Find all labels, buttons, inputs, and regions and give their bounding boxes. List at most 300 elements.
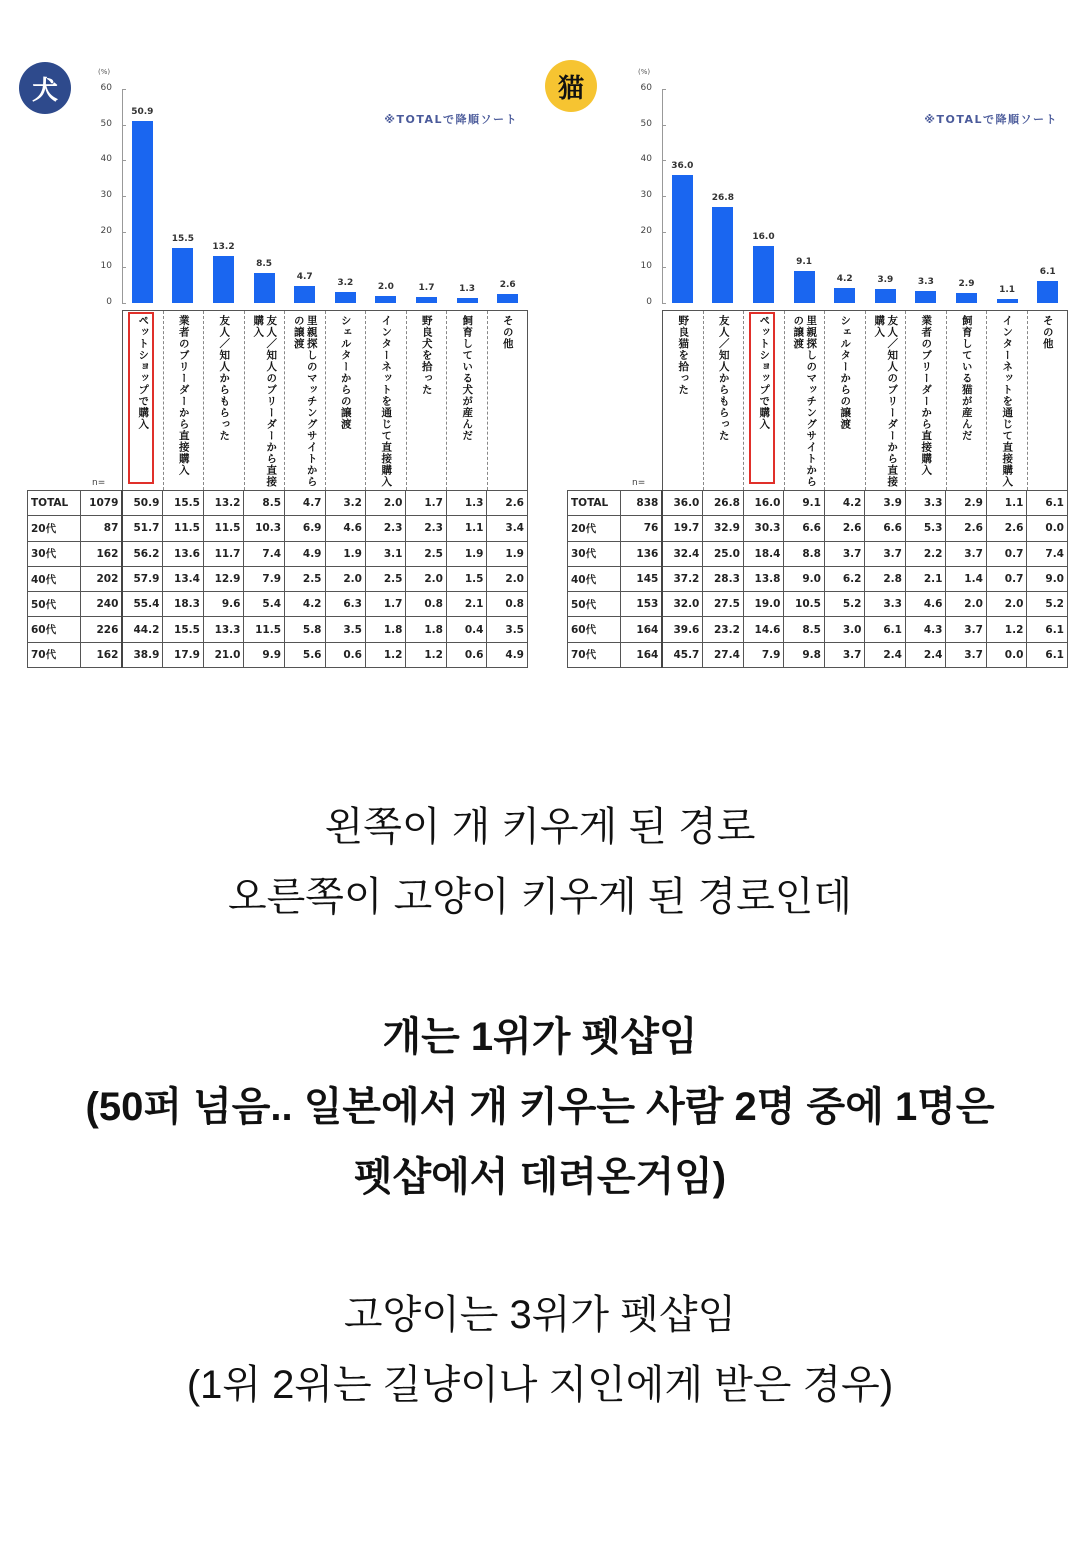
- row-label: 70代: [568, 642, 621, 667]
- table-cell: 28.3: [703, 566, 744, 591]
- bar: [294, 286, 315, 303]
- y-tick-mark: [122, 196, 126, 197]
- bar: [997, 299, 1018, 303]
- table-cell: 12.9: [203, 566, 244, 591]
- table-cell: 2.8: [865, 566, 905, 591]
- row-label: 20代: [28, 516, 81, 541]
- caption-line: (50퍼 넘음.. 일본에서 개 키우는 사람 2명 중에 1명은: [85, 1085, 995, 1129]
- y-tick-mark: [122, 232, 126, 233]
- caption-line: (1위 2위는 길냥이나 지인에게 받은 경우): [186, 1363, 894, 1407]
- table-cell: 13.4: [163, 566, 204, 591]
- table-cell: 21.0: [203, 642, 244, 667]
- table-cell: 13.3: [203, 617, 244, 642]
- bar: [416, 297, 437, 303]
- bar-value-label: 2.0: [377, 281, 394, 292]
- category-label: [947, 311, 988, 490]
- table-cell: 14.6: [743, 617, 784, 642]
- table-cell: 1.9: [325, 541, 365, 566]
- category-label: [164, 311, 205, 490]
- table-row: [568, 642, 1068, 667]
- table-cell: 1.7: [365, 592, 405, 617]
- table-cell: 11.5: [203, 516, 244, 541]
- table-cell: 13.2: [203, 491, 244, 516]
- table-cell: 9.0: [784, 566, 825, 591]
- category-label: [407, 311, 448, 490]
- table-cell: 50.9: [122, 491, 163, 516]
- row-label: TOTAL: [28, 491, 81, 516]
- table-cell: 1.5: [446, 566, 486, 591]
- table-row: [28, 491, 528, 516]
- table-cell: 1.9: [446, 541, 486, 566]
- table-cell: 39.6: [662, 617, 703, 642]
- table-cell: 13.8: [743, 566, 784, 591]
- dog-badge-icon: 犬: [19, 62, 71, 114]
- table-cell: 8.5: [244, 491, 285, 516]
- table-cell: 32.9: [703, 516, 744, 541]
- table-cell: 7.9: [743, 642, 784, 667]
- table-cell: 4.6: [325, 516, 365, 541]
- y-tick-label: 40: [100, 154, 112, 165]
- table-cell: 4.2: [285, 592, 325, 617]
- table-cell: 1.4: [946, 566, 986, 591]
- table-cell: 2.3: [406, 516, 446, 541]
- y-tick-label: 10: [100, 261, 112, 272]
- table-cell: 1.7: [406, 491, 446, 516]
- table-cell: 9.1: [784, 491, 825, 516]
- y-tick-mark: [662, 232, 666, 233]
- sample-size: 87: [80, 516, 122, 541]
- table-cell: 25.0: [703, 541, 744, 566]
- dog-data-table: [27, 490, 528, 668]
- table-cell: 4.9: [285, 541, 325, 566]
- table-cell: 4.6: [905, 592, 945, 617]
- category-label: [1028, 311, 1068, 490]
- bar: [915, 291, 936, 303]
- table-cell: 0.0: [986, 642, 1026, 667]
- bar: [794, 271, 815, 303]
- bar: [753, 246, 774, 303]
- category-label: [204, 311, 245, 490]
- y-tick-label: 40: [640, 154, 652, 165]
- category-label: [447, 311, 488, 490]
- sample-size: 240: [80, 592, 122, 617]
- row-label: 40代: [568, 566, 621, 591]
- table-cell: 3.5: [325, 617, 365, 642]
- table-cell: 3.7: [946, 642, 986, 667]
- table-cell: 1.1: [446, 516, 486, 541]
- row-label: TOTAL: [568, 491, 621, 516]
- row-label: 60代: [28, 617, 81, 642]
- table-cell: 13.6: [163, 541, 204, 566]
- bar-value-label: 1.1: [999, 285, 1016, 296]
- y-tick-label: 60: [100, 83, 112, 93]
- table-cell: 9.6: [203, 592, 244, 617]
- category-labels: [662, 310, 1068, 490]
- table-cell: 37.2: [662, 566, 703, 591]
- category-label-text: 里親探しのマッチングサイトからの譲渡: [792, 315, 818, 488]
- bar: [254, 273, 275, 303]
- table-cell: 2.4: [905, 642, 945, 667]
- table-cell: 11.5: [163, 516, 204, 541]
- bar: [672, 175, 693, 303]
- sample-size: 153: [620, 592, 662, 617]
- y-tick-label: 60: [640, 83, 652, 93]
- sample-size: 226: [80, 617, 122, 642]
- y-tick-mark: [122, 303, 126, 304]
- table-cell: 2.5: [285, 566, 325, 591]
- table-cell: 8.8: [784, 541, 825, 566]
- table-row: [568, 541, 1068, 566]
- category-label: [366, 311, 407, 490]
- caption-line: 오른쪽이 고양이 키우게 된 경로인데: [227, 875, 853, 919]
- y-tick-label: 30: [640, 190, 652, 200]
- table-cell: 57.9: [122, 566, 163, 591]
- bar: [834, 288, 855, 303]
- table-cell: 3.5: [487, 617, 528, 642]
- y-tick-label: 0: [106, 297, 112, 307]
- table-cell: 18.3: [163, 592, 204, 617]
- category-label-text: インターネットを通じて直接購入: [380, 315, 393, 488]
- category-label: [245, 311, 286, 490]
- table-cell: 5.8: [285, 617, 325, 642]
- category-label-text: その他: [1041, 315, 1054, 350]
- y-tick-mark: [662, 303, 666, 304]
- category-label-text: 業者のブリーダーから直接購入: [920, 315, 933, 476]
- table-cell: 4.9: [487, 642, 528, 667]
- category-label: [987, 311, 1028, 490]
- table-cell: 2.0: [365, 491, 405, 516]
- table-cell: 2.2: [905, 541, 945, 566]
- category-label-text: その他: [501, 315, 514, 350]
- bar-value-label: 2.9: [958, 278, 975, 289]
- table-cell: 1.3: [446, 491, 486, 516]
- caption-line: 개는 1위가 펫샵임: [382, 1015, 698, 1059]
- table-row: [28, 617, 528, 642]
- table-cell: 6.6: [865, 516, 905, 541]
- table-cell: 7.9: [244, 566, 285, 591]
- y-tick-label: 30: [100, 190, 112, 200]
- sample-size: 145: [620, 566, 662, 591]
- table-cell: 1.8: [365, 617, 405, 642]
- category-label-text: 友人／知人からもらった: [717, 315, 730, 442]
- table-cell: 11.5: [244, 617, 285, 642]
- table-cell: 3.7: [946, 541, 986, 566]
- table-cell: 7.4: [1027, 541, 1068, 566]
- category-label-text: 友人／知人からもらった: [218, 315, 231, 442]
- sample-size: 202: [80, 566, 122, 591]
- table-cell: 36.0: [662, 491, 703, 516]
- category-label-text: シェルターからの譲渡: [339, 315, 352, 430]
- table-cell: 15.5: [163, 491, 204, 516]
- table-cell: 2.3: [365, 516, 405, 541]
- table-cell: 0.0: [1027, 516, 1068, 541]
- category-label: [825, 311, 866, 490]
- table-row: [28, 541, 528, 566]
- table-cell: 23.2: [703, 617, 744, 642]
- table-cell: 6.9: [285, 516, 325, 541]
- category-label-text: 友人／知人のブリーダーから直接購入: [873, 315, 899, 488]
- category-label-text: ペットショップで購入: [137, 315, 150, 430]
- category-label: [744, 311, 785, 490]
- y-tick-mark: [662, 196, 666, 197]
- table-cell: 6.1: [1027, 642, 1068, 667]
- bar-value-label: 1.3: [459, 284, 476, 295]
- y-tick-mark: [662, 89, 666, 90]
- y-tick-label: 0: [646, 297, 652, 307]
- category-label: [488, 311, 528, 490]
- table-cell: 3.7: [824, 642, 864, 667]
- y-tick-label: 50: [640, 118, 652, 129]
- table-cell: 3.7: [946, 617, 986, 642]
- category-labels: [122, 310, 528, 490]
- table-cell: 6.1: [1027, 491, 1068, 516]
- sort-note: ※TOTALで降順ソート: [384, 113, 518, 126]
- table-cell: 0.7: [986, 566, 1026, 591]
- table-cell: 5.2: [1027, 592, 1068, 617]
- sample-size: 162: [80, 642, 122, 667]
- table-cell: 4.2: [824, 491, 864, 516]
- table-cell: 9.8: [784, 642, 825, 667]
- table-cell: 55.4: [122, 592, 163, 617]
- category-label: [866, 311, 907, 490]
- table-cell: 0.7: [986, 541, 1026, 566]
- table-cell: 2.6: [487, 491, 528, 516]
- table-cell: 3.1: [365, 541, 405, 566]
- table-cell: 1.1: [986, 491, 1026, 516]
- category-label-text: 野良猫を拾った: [677, 315, 690, 396]
- category-label-text: 飼育している猫が産んだ: [960, 315, 973, 442]
- table-cell: 6.6: [784, 516, 825, 541]
- table-cell: 32.0: [662, 592, 703, 617]
- bar-value-label: 26.8: [711, 193, 734, 204]
- y-tick-mark: [662, 267, 666, 268]
- category-label-text: 野良犬を拾った: [420, 315, 433, 396]
- category-label-text: 飼育している犬が産んだ: [461, 315, 474, 442]
- bar: [213, 256, 234, 303]
- y-tick-label: 20: [640, 225, 652, 236]
- row-label: 50代: [28, 592, 81, 617]
- dog-chart-panel: [0, 0, 540, 680]
- table-cell: 11.7: [203, 541, 244, 566]
- table-row: [568, 592, 1068, 617]
- bar: [875, 289, 896, 303]
- table-cell: 2.1: [446, 592, 486, 617]
- row-label: 60代: [568, 617, 621, 642]
- y-tick-mark: [122, 89, 126, 90]
- cat-badge-icon: 猫: [545, 60, 597, 112]
- table-row: [568, 491, 1068, 516]
- table-row: [568, 516, 1068, 541]
- category-label-text: ペットショップで購入: [758, 315, 771, 430]
- y-tick-label: 10: [640, 261, 652, 272]
- table-cell: 2.6: [824, 516, 864, 541]
- bar: [132, 121, 153, 303]
- table-cell: 2.0: [946, 592, 986, 617]
- table-cell: 3.4: [487, 516, 528, 541]
- table-cell: 2.6: [986, 516, 1026, 541]
- table-cell: 3.2: [325, 491, 365, 516]
- category-label: [785, 311, 826, 490]
- table-cell: 7.4: [244, 541, 285, 566]
- table-cell: 10.5: [784, 592, 825, 617]
- table-cell: 18.4: [743, 541, 784, 566]
- table-cell: 26.8: [703, 491, 744, 516]
- bar-value-label: 4.7: [296, 272, 313, 283]
- category-label-text: インターネットを通じて直接購入: [1001, 315, 1014, 488]
- table-cell: 56.2: [122, 541, 163, 566]
- table-cell: 8.5: [784, 617, 825, 642]
- cat-data-table: [567, 490, 1068, 668]
- table-cell: 2.4: [865, 642, 905, 667]
- table-cell: 3.9: [865, 491, 905, 516]
- sample-size: 76: [620, 516, 662, 541]
- category-label-text: シェルターからの譲渡: [839, 315, 852, 430]
- sample-size: 164: [620, 642, 662, 667]
- table-cell: 3.7: [865, 541, 905, 566]
- bar-value-label: 4.2: [836, 274, 853, 285]
- table-cell: 19.7: [662, 516, 703, 541]
- sort-note: ※TOTALで降順ソート: [924, 113, 1058, 126]
- y-tick-label: 20: [100, 225, 112, 236]
- table-row: [28, 642, 528, 667]
- table-cell: 6.1: [1027, 617, 1068, 642]
- bar-value-label: 15.5: [171, 233, 194, 244]
- table-cell: 27.4: [703, 642, 744, 667]
- table-cell: 15.5: [163, 617, 204, 642]
- table-cell: 0.4: [446, 617, 486, 642]
- y-axis-unit: (%): [98, 68, 111, 76]
- bar-value-label: 6.1: [1039, 267, 1056, 278]
- table-cell: 6.3: [325, 592, 365, 617]
- sample-size: 838: [620, 491, 662, 516]
- row-label: 70代: [28, 642, 81, 667]
- table-row: [568, 566, 1068, 591]
- table-cell: 27.5: [703, 592, 744, 617]
- table-cell: 6.1: [865, 617, 905, 642]
- table-cell: 32.4: [662, 541, 703, 566]
- table-cell: 2.5: [365, 566, 405, 591]
- cat-chart-panel: [540, 0, 1080, 680]
- bar: [956, 293, 977, 303]
- table-cell: 19.0: [743, 592, 784, 617]
- bar: [335, 292, 356, 303]
- table-cell: 2.0: [487, 566, 528, 591]
- category-label: [906, 311, 947, 490]
- table-cell: 30.3: [743, 516, 784, 541]
- sample-size: 136: [620, 541, 662, 566]
- table-cell: 3.7: [824, 541, 864, 566]
- sample-size: 164: [620, 617, 662, 642]
- bar-value-label: 36.0: [671, 160, 694, 171]
- table-row: [28, 516, 528, 541]
- bar-value-label: 16.0: [752, 231, 775, 242]
- category-label: [123, 311, 164, 490]
- row-label: 40代: [28, 566, 81, 591]
- table-cell: 5.6: [285, 642, 325, 667]
- bar-value-label: 9.1: [796, 256, 813, 267]
- table-cell: 44.2: [122, 617, 163, 642]
- bar-value-label: 2.6: [499, 279, 516, 290]
- table-cell: 38.9: [122, 642, 163, 667]
- y-tick-mark: [662, 125, 666, 126]
- y-tick-mark: [122, 267, 126, 268]
- table-row: [28, 566, 528, 591]
- bar-value-label: 8.5: [256, 258, 273, 269]
- table-cell: 3.0: [824, 617, 864, 642]
- bar-value-label: 3.9: [877, 275, 894, 286]
- row-label: 20代: [568, 516, 621, 541]
- caption-line: 고양이는 3위가 펫샵임: [343, 1293, 737, 1337]
- category-label: [663, 311, 704, 490]
- bar: [497, 294, 518, 303]
- table-cell: 5.4: [244, 592, 285, 617]
- row-label: 30代: [568, 541, 621, 566]
- caption-line: 펫샵에서 데려온거임): [353, 1155, 727, 1199]
- table-cell: 45.7: [662, 642, 703, 667]
- bar: [172, 248, 193, 303]
- y-tick-mark: [122, 125, 126, 126]
- table-cell: 0.6: [325, 642, 365, 667]
- y-tick-mark: [122, 160, 126, 161]
- table-cell: 17.9: [163, 642, 204, 667]
- category-label: [326, 311, 367, 490]
- bar: [712, 207, 733, 303]
- table-cell: 0.6: [446, 642, 486, 667]
- table-cell: 1.8: [406, 617, 446, 642]
- table-cell: 5.3: [905, 516, 945, 541]
- bar-value-label: 3.3: [917, 277, 934, 288]
- bar: [375, 296, 396, 303]
- table-cell: 2.0: [986, 592, 1026, 617]
- category-label-text: 友人／知人のブリーダーから直接購入: [252, 315, 278, 488]
- table-cell: 9.0: [1027, 566, 1068, 591]
- table-cell: 2.5: [406, 541, 446, 566]
- table-cell: 0.8: [487, 592, 528, 617]
- sample-size: 1079: [80, 491, 122, 516]
- table-cell: 5.2: [824, 592, 864, 617]
- n-header: n=: [92, 478, 106, 488]
- table-cell: 6.2: [824, 566, 864, 591]
- bar-value-label: 50.9: [131, 107, 154, 118]
- y-tick-label: 50: [100, 118, 112, 129]
- table-cell: 3.3: [905, 491, 945, 516]
- table-cell: 2.6: [946, 516, 986, 541]
- table-cell: 1.2: [365, 642, 405, 667]
- table-cell: 4.7: [285, 491, 325, 516]
- intro-caption: [0, 792, 1080, 932]
- category-label-text: 里親探しのマッチングサイトからの譲渡: [292, 315, 318, 488]
- category-label-text: 業者のブリーダーから直接購入: [177, 315, 190, 476]
- table-row: [28, 592, 528, 617]
- bar: [457, 298, 478, 303]
- dog-caption: [0, 1002, 1080, 1212]
- table-cell: 2.0: [325, 566, 365, 591]
- category-label: [285, 311, 326, 490]
- row-label: 50代: [568, 592, 621, 617]
- table-row: [568, 617, 1068, 642]
- sample-size: 162: [80, 541, 122, 566]
- caption-line: 왼쪽이 개 키우게 된 경로: [324, 805, 756, 849]
- row-label: 30代: [28, 541, 81, 566]
- table-cell: 1.2: [406, 642, 446, 667]
- table-cell: 16.0: [743, 491, 784, 516]
- bar-value-label: 3.2: [337, 277, 354, 288]
- cat-caption: [0, 1280, 1080, 1420]
- bar: [1037, 281, 1058, 303]
- table-cell: 2.1: [905, 566, 945, 591]
- table-cell: 4.3: [905, 617, 945, 642]
- table-cell: 1.2: [986, 617, 1026, 642]
